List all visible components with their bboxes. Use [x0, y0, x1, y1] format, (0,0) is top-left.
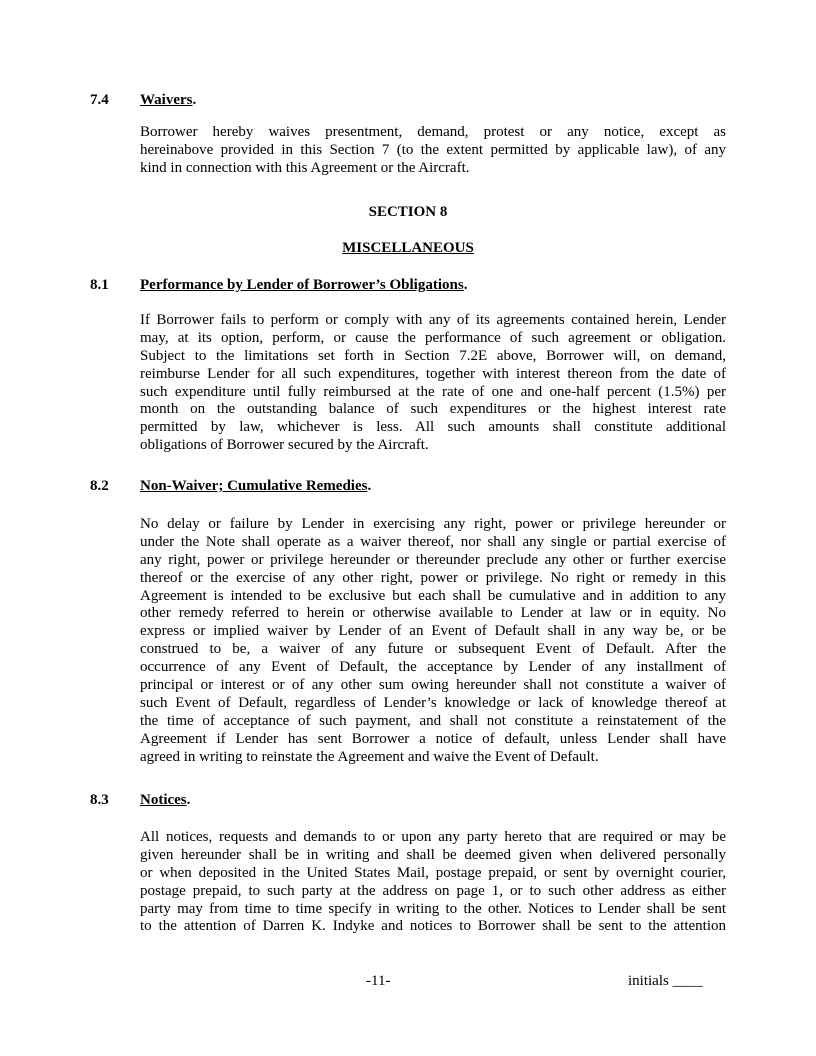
- heading-7-4: [90, 91, 196, 109]
- paragraph-8-1: [140, 312, 726, 455]
- paragraph-line: postage prepaid, to such party at the address on page 1, or to such other address as either: [140, 882, 726, 899]
- section-number: 8.3: [90, 792, 109, 808]
- paragraph-line: If Borrower fails to perform or comply with any of its agreements contained herein, Lender: [140, 312, 726, 328]
- initials-field: initials ____: [628, 973, 703, 989]
- paragraph-line: such Event of Default, regardless of Lender’s knowledge or lack of knowledge thereof at: [140, 694, 726, 711]
- paragraph-line: construed to be, a waiver of any future or subsequent Event of Default. After the: [140, 641, 726, 658]
- paragraph-line: thereof or the exercise of any other right, power or privilege. No right or remedy in this: [140, 569, 726, 586]
- section-number: 8.1: [90, 277, 109, 293]
- paragraph-line: occurrence of any Event of Default, the acceptance by Lender of any installment of: [140, 659, 726, 676]
- paragraph-line: permitted by law, whichever is less. All such amounts shall constitute additional: [140, 419, 726, 436]
- punct: .: [463, 277, 468, 293]
- paragraph-line: may, at its option, perform, or cause the performance of such agreement or obligation.: [140, 329, 726, 346]
- paragraph-line: reimburse Lender for all such expenditures, together with interest thereon from the date of: [140, 365, 726, 382]
- section-subheading: MISCELLANEOUS: [342, 240, 474, 256]
- punct: .: [186, 792, 191, 808]
- paragraph-line: or when deposited in the United States Mail, postage prepaid, or sent by overnight courier,: [140, 864, 726, 881]
- heading-8-1: [90, 276, 467, 294]
- section-number: 8.2: [90, 478, 109, 494]
- paragraph-line: month on the outstanding balance of such expenditures or the highest interest rate: [140, 401, 726, 418]
- paragraph-7-4: [140, 124, 726, 178]
- paragraph-8-3: [140, 829, 726, 936]
- paragraph-line: any right, power or privilege hereunder or thereunder preclude any other or further exercise: [140, 551, 726, 568]
- paragraph-line: under the Note shall operate as a waiver thereof, nor shall any single or partial exercise of: [140, 533, 726, 550]
- paragraph-line: given hereunder shall be in writing and shall be deemed given when delivered personally: [140, 846, 726, 863]
- section-title: Non-Waiver; Cumulative Remedies: [140, 478, 368, 494]
- paragraph-line: kind in connection with this Agreement or the Aircraft.: [140, 159, 470, 176]
- paragraph-line: obligations of Borrower secured by the Aircraft.: [140, 437, 429, 454]
- paragraph-line: to the attention of Darren K. Indyke and notices to Borrower shall be sent to the attention: [140, 918, 726, 935]
- paragraph-line: Agreement is intended to be exclusive but each shall be cumulative and in addition to any: [140, 587, 726, 604]
- paragraph-line: other remedy referred to herein or otherwise available to Lender at law or in equity. No: [140, 605, 726, 622]
- paragraph-8-2: [140, 516, 726, 766]
- paragraph-line: the time of acceptance of such payment, and shall not constitute a reinstatement of the: [140, 712, 726, 729]
- paragraph-line: Subject to the limitations set forth in Section 7.2E above, Borrower will, on demand,: [140, 347, 726, 364]
- paragraph-line: All notices, requests and demands to or upon any party hereto that are required or may be: [140, 829, 726, 845]
- punct: .: [367, 478, 372, 494]
- paragraph-line: party may from time to time specify in writing to the other. Notices to Lender shall be sent: [140, 900, 726, 917]
- paragraph-line: principal or interest or of any other sum owing hereunder shall not constitute a waiver of: [140, 677, 726, 694]
- punct: .: [192, 92, 197, 108]
- paragraph-line: Agreement if Lender has sent Borrower a notice of default, unless Lender shall have: [140, 730, 726, 747]
- paragraph-line: Borrower hereby waives presentment, demand, protest or any notice, except as: [140, 124, 726, 140]
- section-heading: SECTION 8: [368, 204, 448, 220]
- paragraph-line: such expenditure until fully reimbursed at the rate of one and one-half percent (1.5%) per: [140, 383, 726, 400]
- section-title: Notices: [140, 792, 187, 808]
- paragraph-line: No delay or failure by Lender in exercising any right, power or privilege hereunder or: [140, 516, 726, 532]
- paragraph-line: agreed in writing to reinstate the Agreement and waive the Event of Default.: [140, 748, 599, 765]
- heading-8-3: [90, 791, 190, 809]
- page-number: -11-: [366, 973, 391, 989]
- section-title: Performance by Lender of Borrower’s Obligations: [140, 277, 464, 293]
- heading-8-2: [90, 477, 371, 495]
- paragraph-line: hereinabove provided in this Section 7 (to the extent permitted by applicable law), of any: [140, 141, 726, 158]
- section-title: Waivers: [140, 92, 193, 108]
- section-number: 7.4: [90, 92, 109, 108]
- paragraph-line: express or implied waiver by Lender of an Event of Default shall in any way be, or be: [140, 623, 726, 640]
